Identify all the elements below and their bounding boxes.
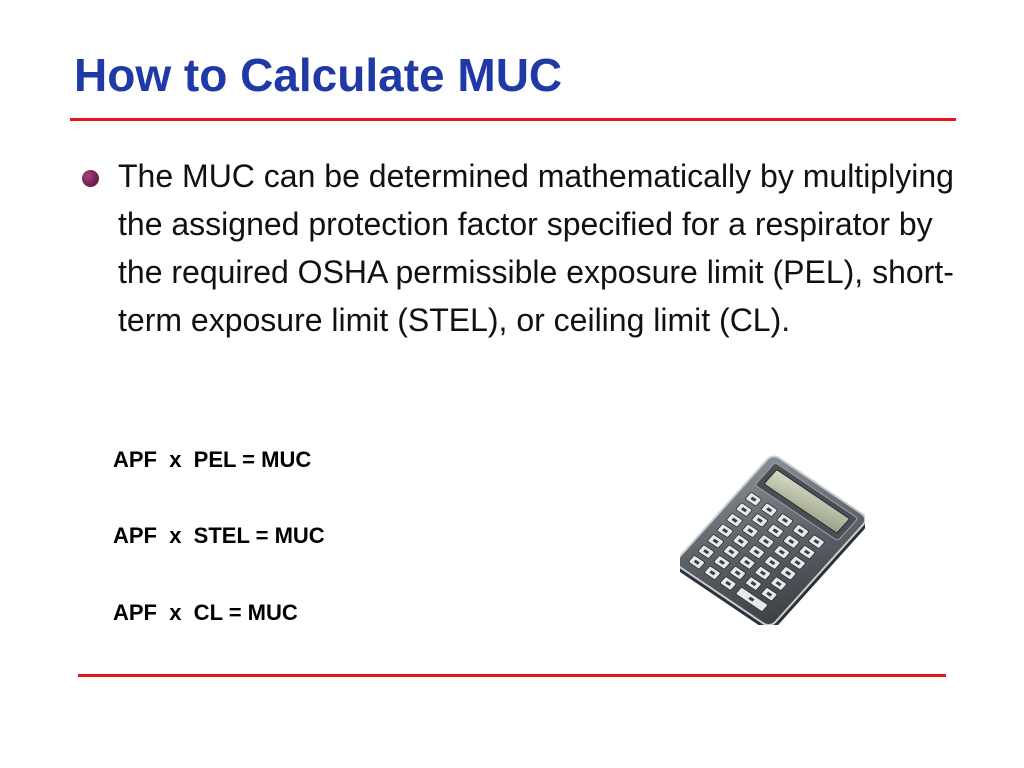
slide-title: How to Calculate MUC	[74, 49, 563, 101]
bullet-text: The MUC can be determined mathematically by multiplying the assigned protection factor specified for a respirator by the required OSHA permissible exposure limit (PEL), short-term exposure limit (STEL), or ceiling limit (CL).	[118, 158, 954, 338]
calculator-image	[680, 455, 865, 625]
formula-pel: APF x PEL = MUC	[113, 447, 312, 472]
bullet-icon	[82, 170, 99, 187]
title-divider	[70, 118, 956, 121]
footer-divider	[78, 674, 946, 677]
formula-cl: APF x CL = MUC	[113, 600, 298, 625]
formula-stel: APF x STEL = MUC	[113, 523, 325, 548]
